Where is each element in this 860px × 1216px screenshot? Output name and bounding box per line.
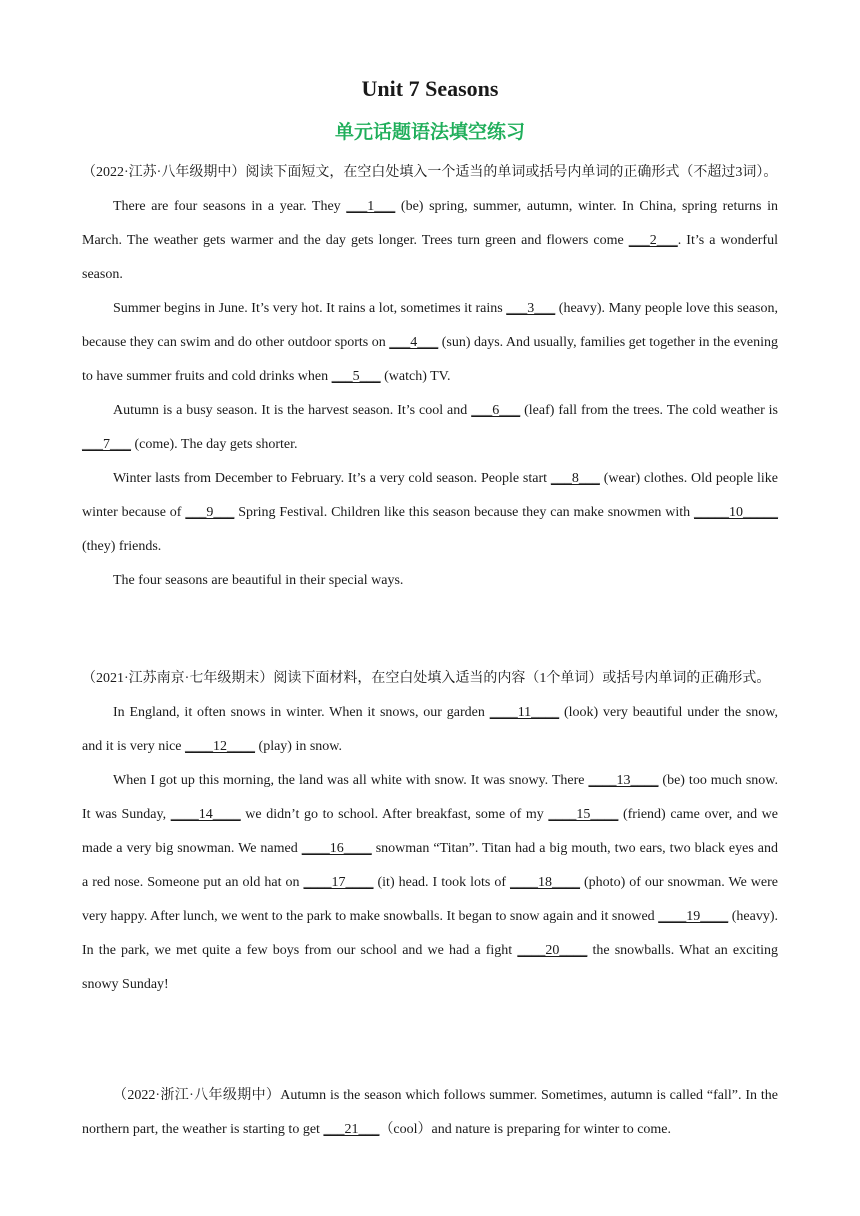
- passage-text: (look) very beautiful under the snow, and it is very nice: [82, 705, 779, 754]
- answer-blank[interactable]: ____13____: [588, 773, 659, 788]
- answer-blank[interactable]: ____18____: [510, 875, 581, 890]
- passage-text: Winter lasts from December to February. It’s a very cold season. People start: [113, 471, 551, 486]
- passage-source-instruction: （2022·江苏·八年级期中）阅读下面短文，在空白处填入一个适当的单词或括号内单词的正确形式（不超过3词）。: [82, 165, 778, 180]
- passage-2: [82, 662, 778, 1002]
- passage-text: (friend) came over, and we made a very big snowman. We named: [82, 807, 778, 856]
- passage-text: (leaf) fall from the trees. The cold weather is: [520, 403, 778, 418]
- answer-blank[interactable]: _____10_____: [694, 505, 778, 520]
- passage-text: snowman “Titan”. Titan had a big mouth, two ears, two black eyes and a red nose. Someone put an old hat on: [82, 841, 778, 890]
- answer-blank[interactable]: ____11____: [489, 705, 560, 720]
- answer-blank[interactable]: ___3___: [506, 301, 556, 316]
- answer-blank[interactable]: ____17____: [303, 875, 374, 890]
- passage-text: The four seasons are beautiful in their special ways.: [113, 573, 404, 588]
- answer-blank[interactable]: ___2___: [628, 233, 678, 248]
- passage-text: （cool）and nature is preparing for winter to come.: [379, 1122, 672, 1137]
- passage-text: Summer begins in June. It’s very hot. It rains a lot, sometimes it rains: [113, 301, 507, 316]
- passage-text: we didn’t go to school. After breakfast, some of my: [240, 807, 549, 822]
- passage-text: In England, it often snows in winter. When it snows, our garden: [113, 705, 490, 720]
- passage-text: (play) in snow.: [255, 739, 342, 754]
- passage-text: (be) spring, summer, autumn, winter. In China, spring returns in March. The weather gets warmer and the day gets longer. Trees turn green and flowers come: [82, 199, 779, 248]
- passage-text: Autumn is a busy season. It is the harvest season. It’s cool and: [113, 403, 472, 418]
- passage-text: (wear) clothes. Old people like winter because of: [82, 471, 778, 520]
- answer-blank[interactable]: ___4___: [389, 335, 439, 350]
- passage-text: (sun) days. And usually, families get together in the evening to have summer fruits and cold drinks when: [82, 335, 778, 384]
- passage-paragraph: [82, 462, 778, 564]
- passage-text: (heavy). In the park, we met quite a few boys from our school and we had a fight: [82, 909, 778, 958]
- passage-paragraph: [82, 394, 778, 462]
- passage-source-instruction: （2021·江苏南京·七年级期末）阅读下面材料，在空白处填入适当的内容（1个单词）或括号内单词的正确形式。: [82, 671, 771, 686]
- passage-text: (they) friends.: [82, 539, 162, 554]
- document-subtitle: 单元话题语法填空练习: [334, 121, 525, 143]
- answer-blank[interactable]: ___8___: [550, 471, 600, 486]
- document-title: Unit 7 Seasons: [361, 76, 499, 101]
- passage-3: [82, 1079, 778, 1147]
- passage-text: Spring Festival. Children like this season because they can make snowmen with: [234, 505, 694, 520]
- answer-blank[interactable]: ___7___: [82, 437, 131, 452]
- passage-text: There are four seasons in a year. They: [113, 199, 347, 214]
- passage-text: (watch) TV.: [380, 369, 451, 384]
- answer-blank[interactable]: ___21___: [323, 1122, 380, 1137]
- answer-blank[interactable]: ____12____: [185, 739, 256, 754]
- answer-blank[interactable]: ___9___: [185, 505, 235, 520]
- answer-blank[interactable]: ____16____: [301, 841, 372, 856]
- passage-paragraph: [82, 190, 778, 292]
- passage-paragraph: [82, 696, 778, 764]
- passage-text: . It’s a wonderful season.: [82, 233, 778, 282]
- passage-text: When I got up this morning, the land was all white with snow. It was snowy. There: [113, 773, 589, 788]
- passage-text: the snowballs. What an exciting snowy Sunday!: [82, 943, 779, 992]
- passage-text: (heavy). Many people love this season, because they can swim and do other outdoor sports on: [82, 301, 779, 350]
- passage-paragraph: [82, 564, 778, 598]
- passage-text: (it) head. I took lots of: [373, 875, 511, 890]
- answer-blank[interactable]: ____19____: [658, 909, 729, 924]
- answer-blank[interactable]: ____14____: [170, 807, 241, 822]
- answer-blank[interactable]: ___1___: [346, 199, 396, 214]
- passage-paragraph: [82, 1079, 778, 1147]
- answer-blank[interactable]: ____15____: [548, 807, 619, 822]
- passage-text: (photo) of our snowman. We were very happy. After lunch, we went to the park to make snowballs. It began to snow again and it snowed: [82, 875, 778, 924]
- answer-blank[interactable]: ___6___: [471, 403, 521, 418]
- passage-text: （2022·浙江·八年级期中）Autumn is the season which follows summer. Sometimes, autumn is called “fall”. In the northern part, the weather is starting to get: [82, 1088, 778, 1137]
- answer-blank[interactable]: ____20____: [517, 943, 588, 958]
- passage-text: (come). The day gets shorter.: [131, 437, 298, 452]
- passage-text: (be) too much snow. It was Sunday,: [82, 773, 778, 822]
- passage-paragraph: [82, 764, 778, 1002]
- passage-1: [82, 156, 778, 598]
- passage-paragraph: [82, 292, 778, 394]
- answer-blank[interactable]: ___5___: [331, 369, 381, 384]
